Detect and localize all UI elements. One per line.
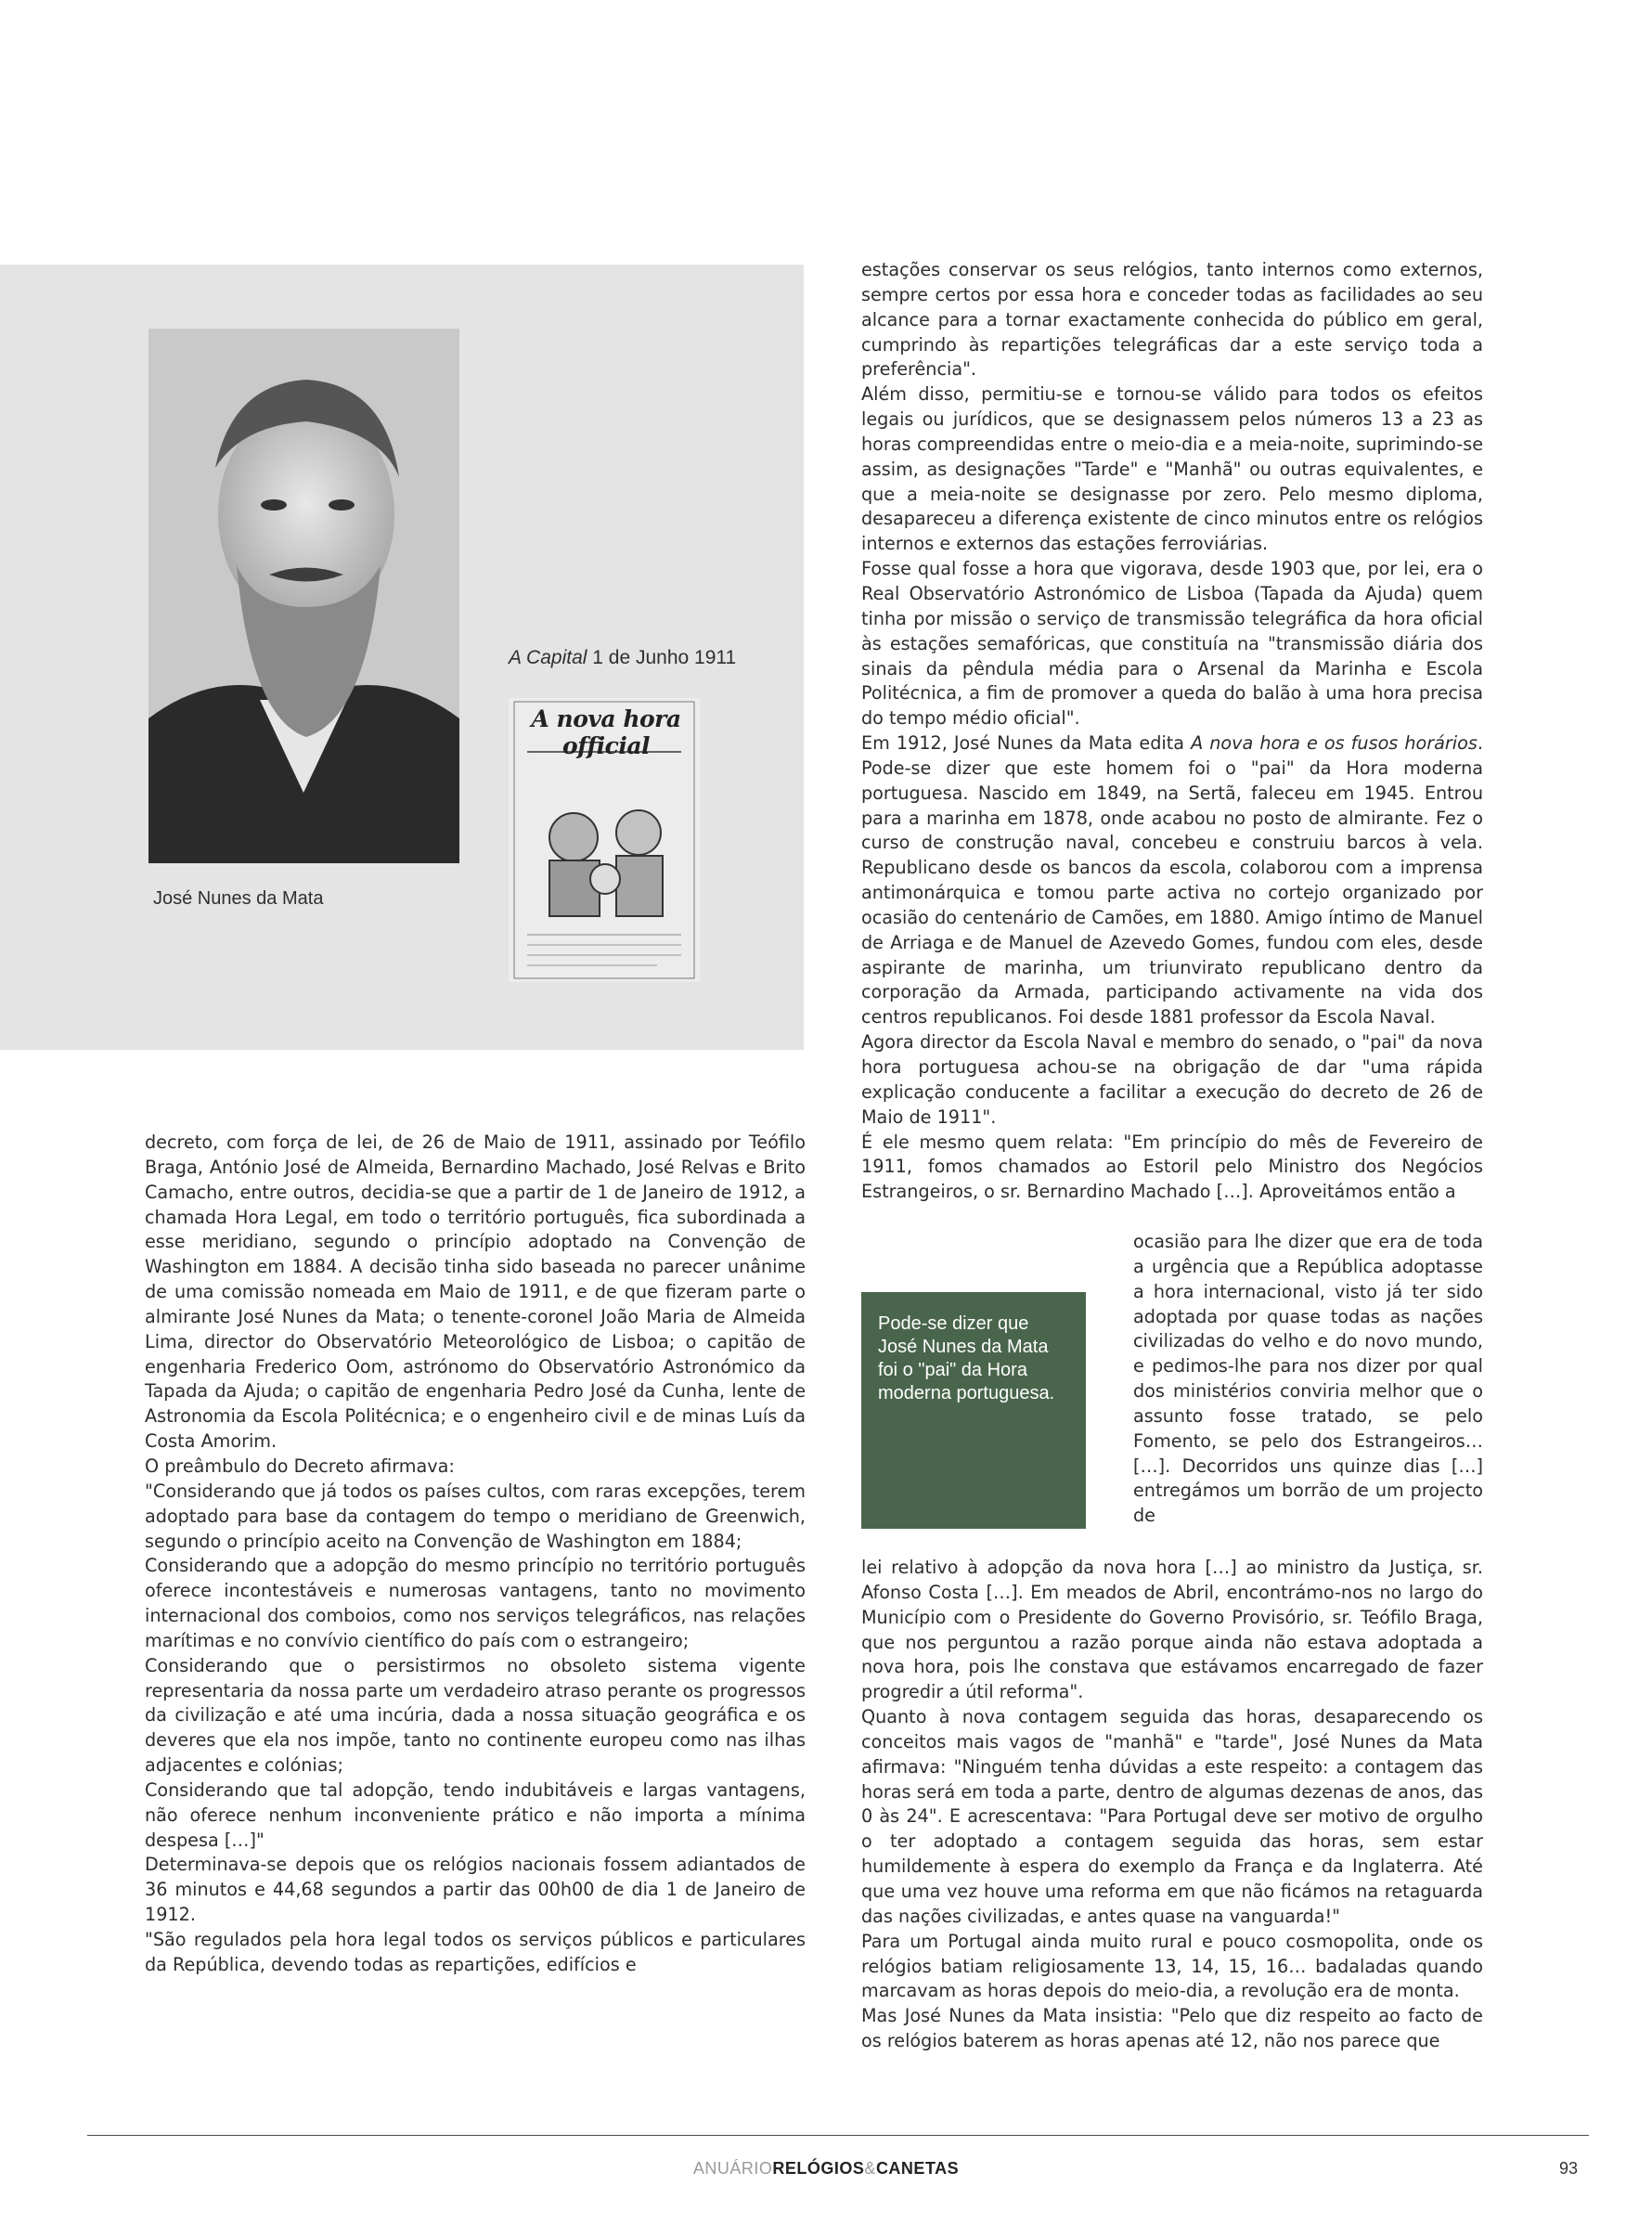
paragraph: lei relativo à adopção da nova hora […] ao ministro da Justiça, sr. Afonso Costa […]. Em meados de Abril, encontrámo-nos no largo do Município com o Presidente do Governo Provisório, sr. Teófilo Braga, que nos perguntou a razão porque ainda não estava adoptada a nova hora, pois lhe constava que estávamos encarregado de fazer progredir a útil reforma". <box>861 1557 1483 1703</box>
paragraph: Quanto à nova contagem seguida das horas, desaparecendo os conceitos mais vagos de "manhã" e "tarde", José Nunes da Mata afirmava: "Ninguém tenha dúvidas a este respeito: a contagem das horas será em toda a parte, dentro de algumas dezenas de anos, das 0 às 24". E acrescentava: "Para Portugal deve ser motivo de orgulho o ter adoptado a contagem seguida das horas, sem estar humildemente à espera do exemplo da França e da Inglaterra. Até que uma vez houve uma reforma em que não ficámos na retaguarda das nações civilizadas, e antes quase na vanguarda!" <box>861 1706 1483 1927</box>
paragraph: Agora director da Escola Naval e membro do senado, o "pai" da nova hora portuguesa achou-se na obrigação de dar "uma rápida explicação conducente a facilitar a execução do decreto de 26 de Maio de 1911". <box>861 1031 1483 1128</box>
paragraph: Considerando que tal adopção, tendo indubitáveis e largas vantagens, não oferece nenhum inconveniente prático e não importa a mínima despesa […]" <box>145 1778 806 1851</box>
clipping-caption-source: A Capital <box>509 647 587 668</box>
paragraph: Para um Portugal ainda muito rural e pouco cosmopolita, onde os relógios batiam religiosamente 13, 14, 15, 16… badaladas quando marcavam as horas depois do meio-dia, a revolução era de monta. <box>861 1930 1483 2002</box>
brand-anuario: ANUÁRIO <box>692 2159 773 2178</box>
newspaper-clipping <box>509 698 700 982</box>
pull-quote: Pode-se dizer que José Nunes da Mata foi o "pai" da Hora moderna portuguesa. <box>861 1292 1086 1529</box>
paragraph: O preâmbulo do Decreto afirmava: <box>145 1455 455 1477</box>
paragraph-text: . Pode-se dizer que este homem foi o "pai" da Hora moderna portuguesa. Nascido em 1849, na Sertã, faleceu em 1945. Entrou para a marinha em 1878, onde acabou no posto de almirante. Fez o curso de construção naval, concebeu e construiu barcos à vela. Republicano desde os bancos da escola, colaborou com a imprensa antimonárquica e tomou parte activa no cortejo organizado por ocasião do centenário de Camões, em 1880. Amigo íntimo de Manuel de Arriaga e de Manuel de Azevedo Gomes, fundou com eles, desde aspirante de marinha, um triunvirato republicano dentro da corporação da Armada, participando activamente na vida dos centros republicanos. Foi desde 1881 professor da Escola Naval. <box>861 732 1483 1028</box>
paragraph: Considerando que o persistirmos no obsoleto sistema vigente representaria da nossa parte um verdadeiro atraso perante os progressos da civilização e até uma incúria, dada a nossa situação geográfica e os deveres que ela nos impõe, tanto no continente europeu como nas ilhas adjacentes e colónias; <box>145 1654 806 1777</box>
brand-canetas: CANETAS <box>875 2159 960 2178</box>
paragraph: estações conservar os seus relógios, tanto internos como externos, sempre certos por essa hora e conceder todas as facilidades ao seu alcance para a tornar exactamente conhecida do público em geral, cumprindo às repartições telegráficas dar a este serviço toda a preferência". <box>861 259 1483 381</box>
paragraph: Mas José Nunes da Mata insistia: "Pelo que diz respeito ao facto de os relógios baterem as horas apenas até 12, não nos parece que <box>861 2005 1483 2052</box>
paragraph: Fosse qual fosse a hora que vigorava, desde 1903 que, por lei, era o Real Observatório Astronómico de Lisboa (Tapada da Ajuda) quem tinha por missão o serviço de transmissão telegráfica da hora oficial às estações semafóricas, que constituía na "transmissão diária dos sinais da pêndula média para o Arsenal da Marinha e Escola Politécnica, a fim de promover a queda do balão à uma hora precisa do tempo médio oficial". <box>861 558 1483 730</box>
clipping-headline: A nova hora official <box>531 705 681 759</box>
paragraph <box>861 731 1483 1030</box>
paragraph: ocasião para lhe dizer que era de toda a urgência que a República adoptasse a hora internacional, visto já ter sido adoptada por quase todas as nações civilizadas do velho e do novo mundo, e pedimos-lhe para nos dizer por qual dos ministérios conviria melhor que o assunto fosse tratado, se pelo Fomento, se pelo dos Estrangeiros… […]. Decorridos uns quinze dias […] entregámos um borrão de um projecto de <box>1133 1231 1483 1527</box>
right-column-wrap-text <box>1133 1230 1483 1529</box>
paragraph: "São regulados pela hora legal todos os serviços públicos e particulares da República, devendo todas as repartições, edifícios e <box>145 1929 806 1975</box>
right-column-bottom-text <box>861 1556 1483 2054</box>
footer-brand <box>0 2159 1652 2179</box>
right-column-text <box>861 258 1483 1205</box>
brand-relogios: RELÓGIOS <box>772 2159 865 2178</box>
portrait-caption: José Nunes da Mata <box>153 888 324 909</box>
paragraph: É ele mesmo quem relata: "Em princípio do mês de Fevereiro de 1911, fomos chamados ao Estoril pelo Ministro dos Negócios Estrangeiros, o sr. Bernardino Machado […]. Aproveitámos então a <box>861 1131 1483 1203</box>
clipping-caption-date: 1 de Junho 1911 <box>587 647 737 668</box>
book-title: A nova hora e os fusos horários <box>1191 732 1478 755</box>
paragraph: decreto, com força de lei, de 26 de Maio de 1911, assinado por Teófilo Braga, António José de Almeida, Bernardino Machado, José Relvas e Brito Camacho, entre outros, decidia-se que a partir de 1 de Janeiro de 1912, a chamada Hora Legal, em todo o território português, fica subordinada a esse meridiano, segundo o princípio adoptado na Convenção de Washington em 1884. A decisão tinha sido baseada no parecer unânime de uma comissão nomeada em Maio de 1911, e de que fizeram parte o almirante José Nunes da Mata; o tenente-coronel João Maria de Almeida Lima, director do Observatório Meteorológico de Lisboa; o capitão de engenharia Frederico Oom, astrónomo do Observatório Astronómico da Tapada da Ajuda; o capitão de engenharia Pedro José da Cunha, lente de Astronomia da Escola Politécnica; e o engenheiro civil e de minas Luís da Costa Amorim. <box>145 1131 806 1453</box>
brand-ampersand: & <box>864 2159 876 2178</box>
paragraph-text: Em 1912, José Nunes da Mata edita <box>861 732 1192 755</box>
clipping-caption <box>509 647 736 669</box>
paragraph: Além disso, permitiu-se e tornou-se válido para todos os efeitos legais ou jurídicos, que se designassem pelos números 13 a 23 as horas compreendidas entre o meio-dia e a meia-noite, suprimindo-se assim, as designações "Tarde" e "Manhã" ou outras equivalentes, e que a meia-noite se designasse por zero. Pelo mesmo diploma, desapareceu a diferença existente de cinco minutos entre os relógios internos e externos das estações ferroviárias. <box>861 383 1483 555</box>
paragraph: Considerando que a adopção do mesmo princípio no território português oferece incontestáveis e numerosas vantagens, tanto no movimento internacional dos comboios, como nos serviços telegráficos, nas relações marítimas e no convívio científico do país com o estrangeiro; <box>145 1555 806 1651</box>
paragraph: "Considerando que já todos os países cultos, com raras excepções, terem adoptado para base da contagem do tempo o meridiano de Greenwich, segundo o princípio aceito na Convenção de Washington em 1884; <box>145 1480 806 1552</box>
portrait-photo <box>148 329 459 863</box>
left-column-text <box>145 1131 806 1978</box>
page-number: 93 <box>1559 2159 1579 2178</box>
footer-rule <box>87 2135 1589 2136</box>
paragraph: Determinava-se depois que os relógios nacionais fossem adiantados de 36 minutos e 44,68 segundos a partir das 00h00 de dia 1 de Janeiro de 1912. <box>145 1854 806 1926</box>
